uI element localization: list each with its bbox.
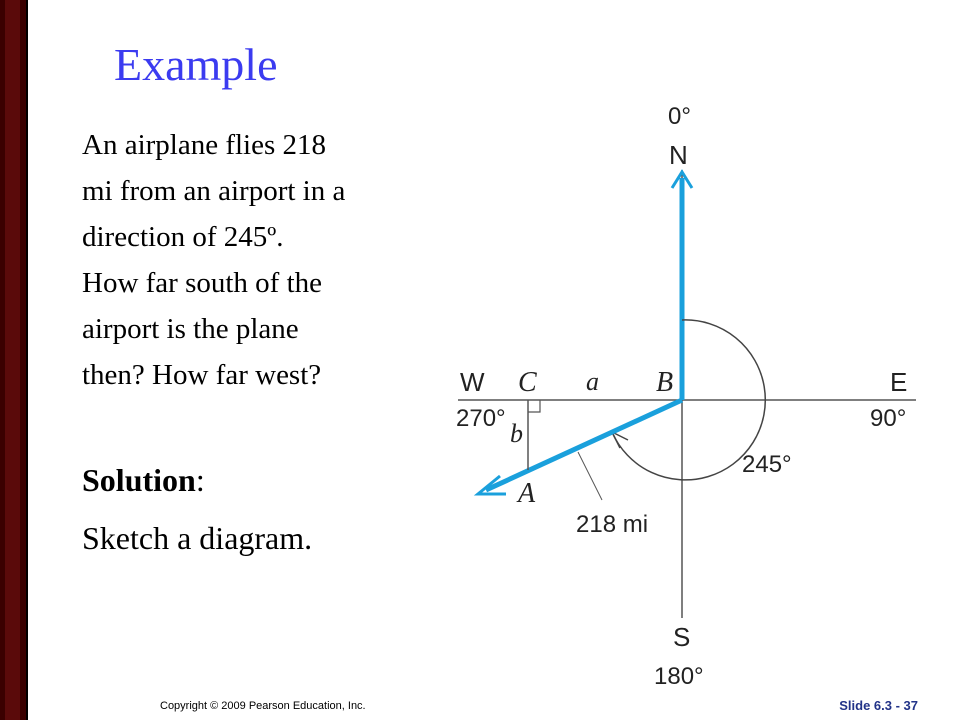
west-letter-label: W (460, 367, 485, 397)
side-b-label: b (510, 419, 523, 448)
north-letter-label: N (669, 140, 688, 170)
south-degree-label: 180° (654, 663, 704, 690)
angle-label: 245° (742, 451, 792, 478)
side-a-label: a (586, 367, 599, 396)
distance-label: 218 mi (576, 511, 649, 538)
problem-line: airport is the plane (82, 313, 299, 345)
point-b-label: B (656, 367, 674, 398)
slide-number: Slide 6.3 - 37 (839, 698, 918, 713)
distance-leader-line (578, 452, 602, 500)
point-c-label: C (518, 367, 537, 398)
copyright-notice: Copyright © 2009 Pearson Education, Inc. (160, 700, 366, 712)
slide-title: Example (114, 39, 278, 90)
solution-label: Solution (82, 462, 196, 498)
solution-colon: : (195, 462, 205, 498)
problem-line: direction of 245º. (82, 221, 284, 253)
problem-line: How far south of the (82, 267, 323, 299)
problem-line: then? How far west? (82, 359, 322, 391)
south-letter-label: S (673, 622, 691, 652)
solution-text: Sketch a diagram. (82, 520, 313, 556)
east-degree-label: 90° (870, 405, 907, 432)
north-degree-label: 0° (668, 103, 691, 130)
east-letter-label: E (890, 367, 908, 397)
right-angle-marker (528, 400, 540, 412)
west-degree-label: 270° (456, 405, 506, 432)
point-a-label: A (518, 478, 536, 509)
problem-line: An airplane flies 218 (82, 129, 327, 161)
problem-line: mi from an airport in a (82, 175, 346, 207)
